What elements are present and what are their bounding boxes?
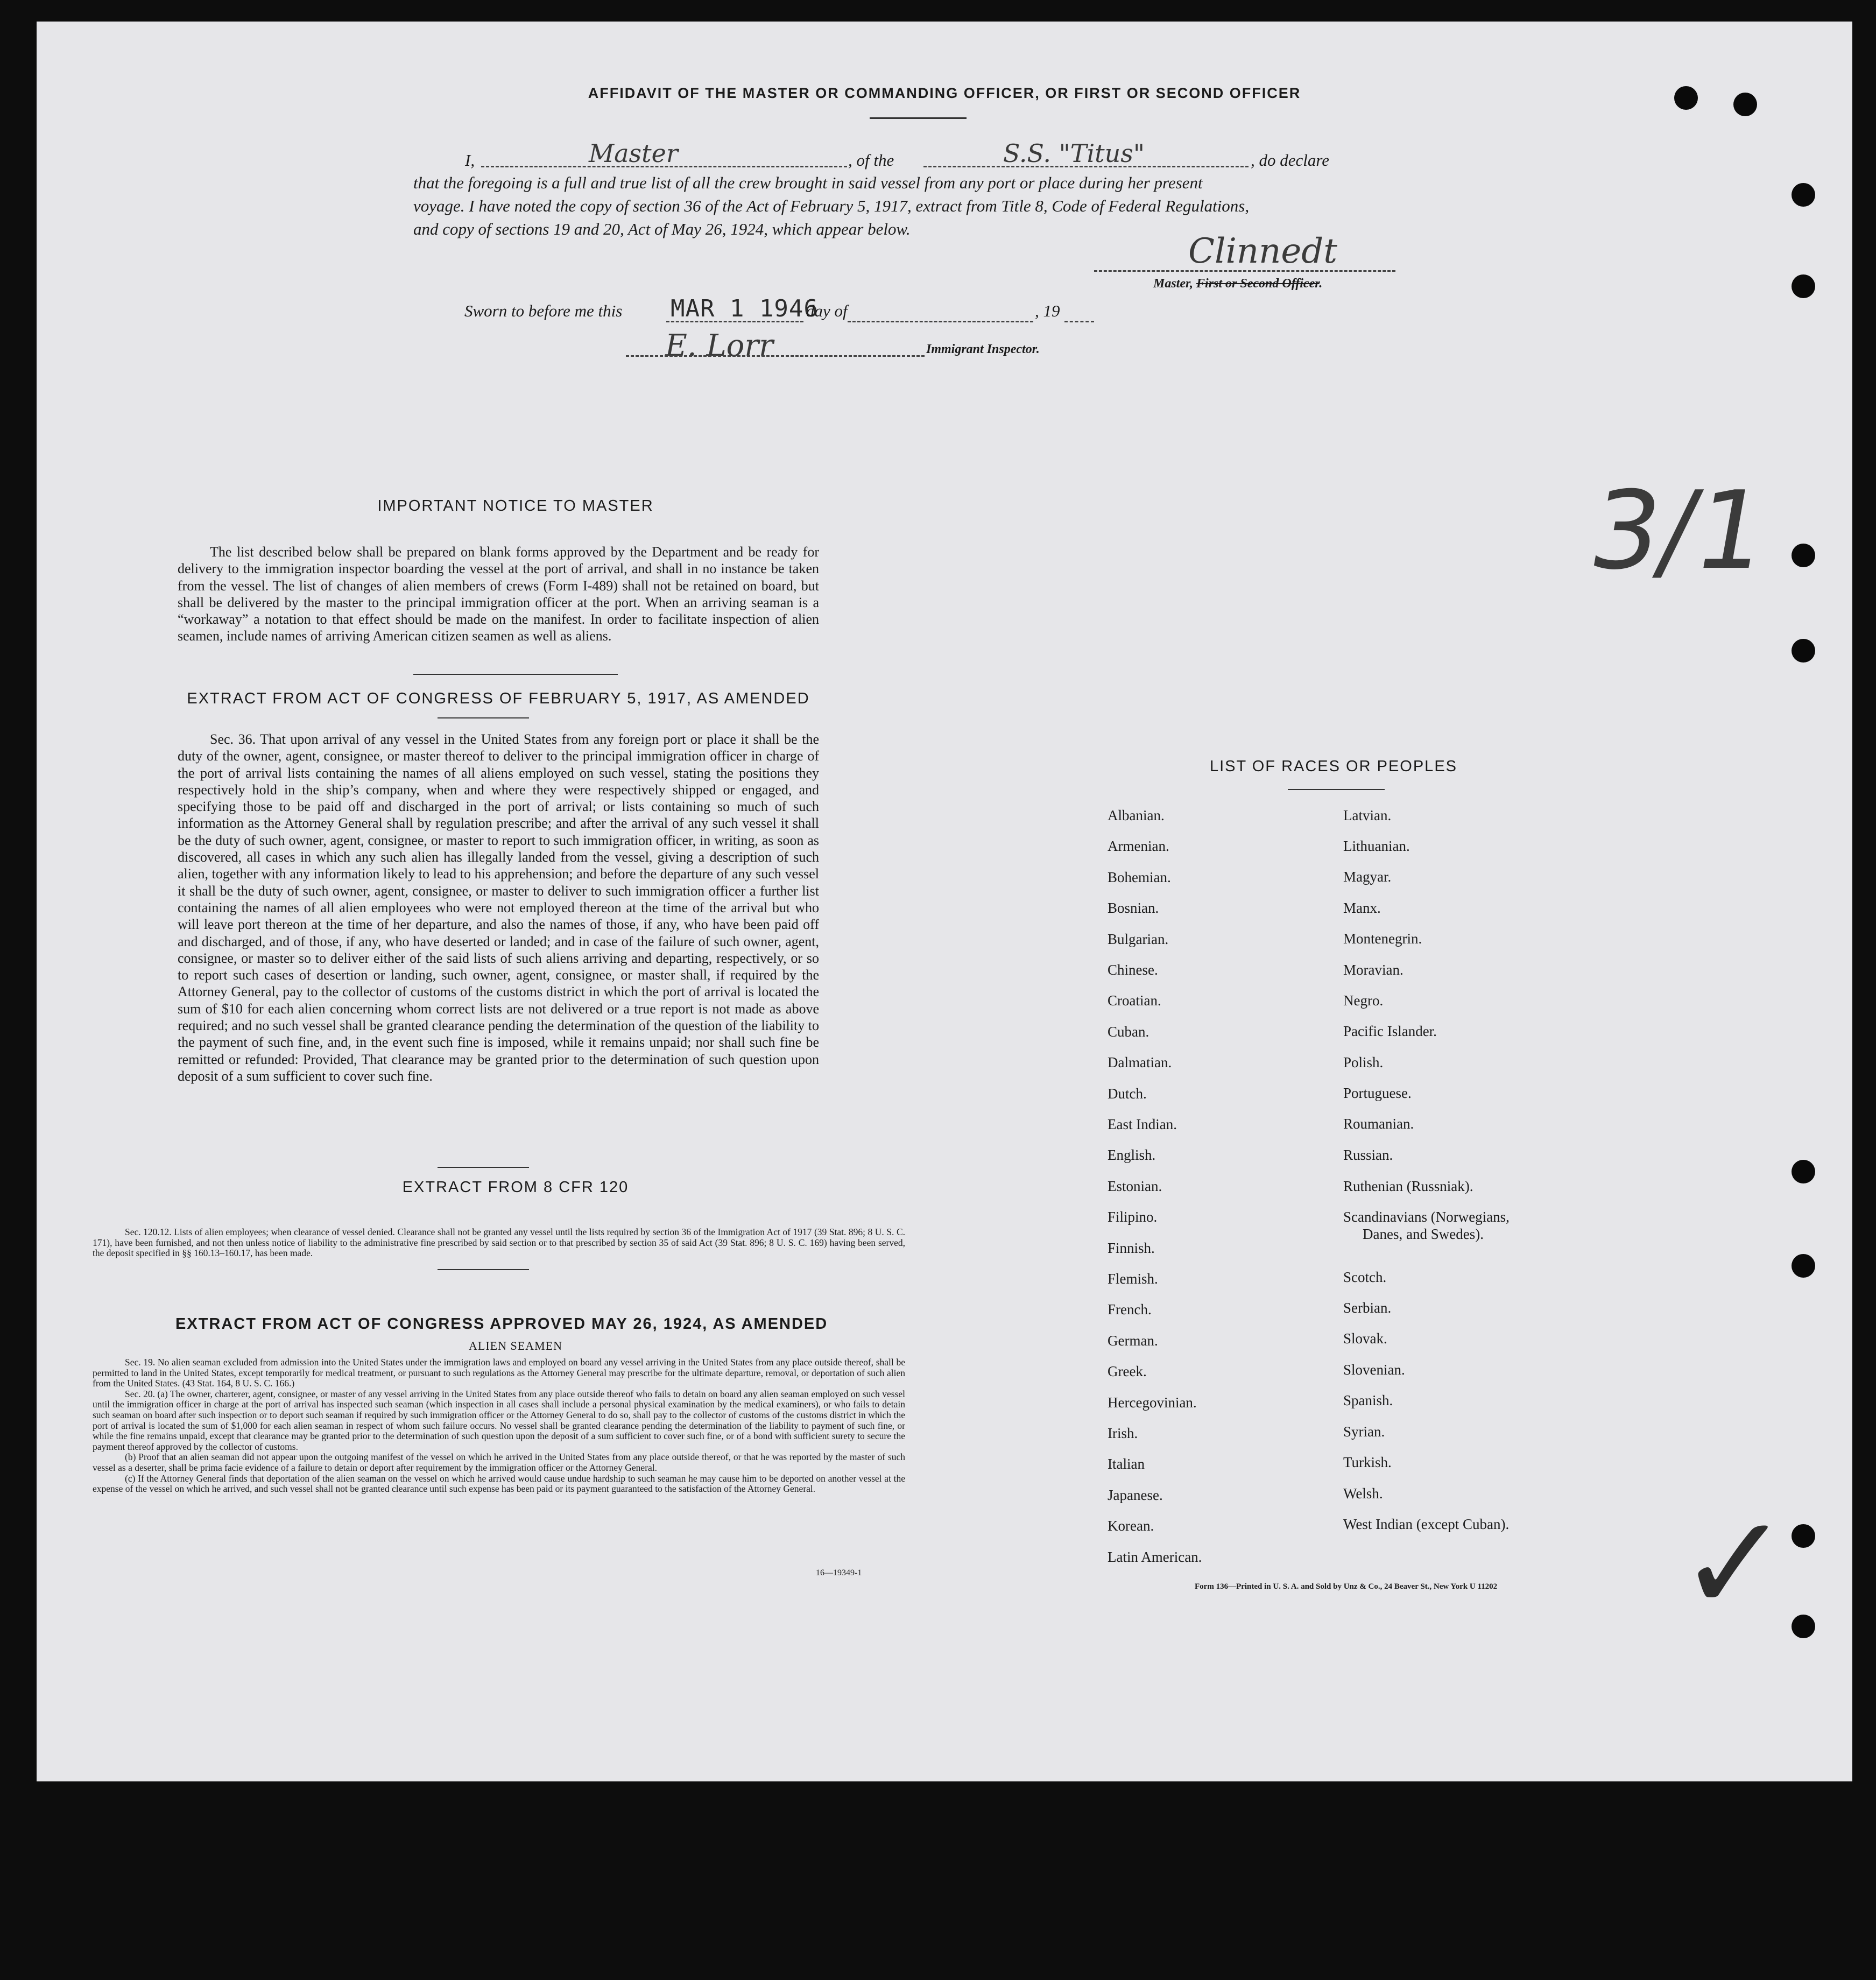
race-item: Scandinavians (Norwegians, (1343, 1209, 1510, 1225)
handwritten-note: 3/1 (1581, 468, 1776, 594)
race-item: Serbian. (1343, 1300, 1392, 1316)
race-item: Irish. (1108, 1425, 1138, 1441)
punch-hole (1792, 1615, 1815, 1638)
master-signature: Clinnedt (1188, 231, 1337, 271)
race-item: Flemish. (1108, 1271, 1158, 1287)
affidavit-line-2: that the foregoing is a full and true list of all the crew brought in said vessel from any port or place during her present (413, 173, 1203, 192)
sworn-line (464, 296, 1164, 328)
punch-hole (1792, 274, 1815, 298)
race-item: Manx. (1343, 900, 1381, 916)
race-item: Croatian. (1108, 992, 1161, 1009)
master-caption-struck: First or Second Officer (1196, 277, 1320, 291)
race-item: Moravian. (1343, 962, 1404, 978)
punch-hole (1792, 1254, 1815, 1278)
race-item: Filipino. (1108, 1209, 1158, 1225)
extract-8cfr-body: Sec. 120.12. Lists of alien employees; when clearance of vessel denied. Clearance shall not be granted any vessel until the lists required by section 36 of the Immigration Act of 1917 (39 Stat. 896; 8 U. S. C. 171), have been furnished, and not then unless notice of liability to the administrative fine prescribed by said section or to that prescribed by section 35 of said Act (39 Stat. 896; 8 U. S. C. 169) having been served, the deposit specified in §§ 160.13–160.17, has been made. (93, 1227, 905, 1259)
race-item: Hercegovinian. (1108, 1394, 1197, 1411)
race-item: French. (1108, 1301, 1152, 1318)
race-item: Welsh. (1343, 1485, 1383, 1502)
races-right-column (1343, 22, 1612, 1636)
extract-1924-subtitle: ALIEN SEAMEN (469, 1339, 562, 1352)
race-item: Bulgarian. (1108, 931, 1169, 947)
race-item: Spanish. (1343, 1392, 1393, 1408)
race-item: Montenegrin. (1343, 931, 1422, 947)
i-label: I, (465, 151, 475, 170)
race-item: Syrian. (1343, 1424, 1385, 1440)
punch-hole (1792, 639, 1815, 663)
race-item: Dalmatian. (1108, 1054, 1172, 1071)
year-label: , 19 (1035, 301, 1060, 320)
footer-form-line: Form 136—Printed in U. S. A. and Sold by Unz & Co., 24 Beaver St., New York U 11202 (1195, 1582, 1498, 1591)
race-item: Greek. (1108, 1363, 1147, 1380)
extract-1917-title: EXTRACT FROM ACT OF CONGRESS OF FEBRUARY 5, 1917, AS AMENDED (187, 690, 810, 707)
race-item: Bohemian. (1108, 869, 1171, 885)
punch-hole (1792, 1524, 1815, 1548)
divider (438, 1269, 529, 1270)
sworn-stamp: MAR 1 1946 (671, 295, 819, 322)
year-line (1064, 297, 1094, 322)
extract-1924-body: Sec. 19. No alien seaman excluded from admission into the United States under the immigration laws and employed on board any vessel arriving in the United States from any place outside thereof, shall be permitted to land in the United States, except temporarily for medical treatment, or pursuant to such regulations as the Attorney General may prescribe for the ultimate departure, removal, or deportation of such alien from the United States. (43 Stat. 164, 8 U. S. C. 166.) Sec. 20. (a) The owner, charterer, agent, consignee, or master of any vessel arriving in the United States from any place outside thereof who fails to detain on board any alien seaman employed on such vessel until the immigration officer in charge at the port of arrival has inspected such seaman (which inspection in all cases shall include a personal physical examination by the medical examiners), or who fails to detain such seaman on board after such inspection or to deport such seaman if required by such immigration officer or the Attorney General to do so, shall pay to the collector of customs of the customs district in which the port of arrival is located the sum of $1,000 for each alien seaman in respect of whom such failure occurs. No vessel shall be granted clearance pending the determination of the liability to payment of such fine, or while the fine remains unpaid, except that clearance may be granted prior to the determination of such question upon the deposit of a sum sufficient to cover such fine, or of a bond with sufficient surety to secure the payment thereof approved by the collector of customs. (b) Proof that an alien seaman did not appear upon the outgoing manifest of the vessel on which he arrived in the United States from any place outside thereof, or that he was reported by the master of such vessel as a deserter, shall be prima facie evidence of a failure to detain or deport after requirement by the immigration officer or the Attorney General. (c) If the Attorney General finds that deportation of the alien seaman on the vessel on which he arrived would cause undue hardship to such seaman he may cause him to be deported on another vessel at the expense of the vessel on which he arrived, and such vessel shall not be granted clearance until such expense has been paid or its payment guaranteed to the satisfaction of the Attorney General. (93, 1357, 905, 1495)
notice-body: The list described below shall be prepared on blank forms approved by the Department and be ready for delivery to the immigration inspector boarding the vessel at the port of arrival, and shall in no instance be taken from the vessel. The list of changes of alien members of crews (Form I-489) shall not be retained on board, but shall be delivered by the master to the principal immigration officer at the port. When an arriving seaman is a “workaway” a notation to that effect should be made on the manifest. In order to facilitate inspection of alien seamen, include names of arriving American citizen seamen as well as aliens. (178, 544, 819, 644)
race-item: Magyar. (1343, 869, 1392, 885)
form-number: 16—19349-1 (816, 1568, 862, 1577)
race-item: English. (1108, 1147, 1156, 1164)
inspector-signature-line (626, 354, 925, 357)
race-item: Armenian. (1108, 838, 1169, 855)
race-item: German. (1108, 1332, 1158, 1349)
race-item: Estonian. (1108, 1178, 1162, 1194)
race-item: Albanian. (1108, 807, 1165, 823)
race-item: East Indian. (1108, 1116, 1177, 1132)
race-item: Slovenian. (1343, 1362, 1405, 1378)
races-left-column (1108, 22, 1323, 1636)
inspector-caption: Immigrant Inspector. (926, 342, 1040, 356)
race-item: Negro. (1343, 992, 1384, 1009)
race-item: Roumanian. (1343, 1116, 1414, 1132)
check-mark: ✓ (1678, 1485, 1791, 1642)
race-item: Danes, and Swedes). (1363, 1226, 1484, 1242)
race-item: Cuban. (1108, 1023, 1149, 1040)
extract-8cfr-title: EXTRACT FROM 8 CFR 120 (402, 1179, 629, 1196)
master-caption-prefix: Master, (1153, 277, 1197, 291)
race-item: West Indian (except Cuban). (1343, 1516, 1510, 1532)
race-item: Korean. (1108, 1518, 1154, 1534)
vessel-value: S.S. "Titus" (1003, 139, 1145, 168)
day-of-line (848, 297, 1033, 322)
master-caption: Master, First or Second Officer. (1153, 277, 1323, 291)
race-item: Lithuanian. (1343, 838, 1410, 854)
do-declare-label: , do declare (1251, 151, 1330, 170)
affidavit-line-3: voyage. I have noted the copy of section 36 of the Act of February 5, 1917, extract from Title 8, Code of Federal Regulations, (413, 196, 1250, 215)
race-item: Russian. (1343, 1147, 1393, 1163)
race-item: Dutch. (1108, 1085, 1147, 1102)
race-item: Latin American. (1108, 1548, 1202, 1565)
affidavit-title: AFFIDAVIT OF THE MASTER OR COMMANDING OFFICER, OR FIRST OR SECOND OFFICER (588, 85, 1301, 101)
punch-hole (1792, 1160, 1815, 1183)
affidavit-line-4: and copy of sections 19 and 20, Act of May 26, 1924, which appear below. (413, 220, 911, 238)
race-item: Portuguese. (1343, 1085, 1412, 1101)
notice-title: IMPORTANT NOTICE TO MASTER (377, 497, 654, 515)
extract-1924-title: EXTRACT FROM ACT OF CONGRESS APPROVED MAY 26, 1924, AS AMENDED (175, 1315, 828, 1333)
race-item: Japanese. (1108, 1486, 1163, 1503)
of-the-label: , of the (848, 151, 894, 170)
race-item: Italian (1108, 1456, 1145, 1472)
inspector-signature: E. Lorr (665, 328, 773, 363)
divider (438, 1167, 529, 1168)
race-item: Latvian. (1343, 807, 1392, 823)
document-page (37, 22, 1852, 1781)
race-item: Finnish. (1108, 1239, 1155, 1256)
divider (438, 717, 529, 718)
race-item: Slovak. (1343, 1330, 1387, 1347)
race-item: Chinese. (1108, 962, 1158, 978)
race-item: Polish. (1343, 1054, 1384, 1070)
extract-1917-body: Sec. 36. That upon arrival of any vessel in the United States from any foreign port or place it shall be the duty of the owner, agent, consignee, or master thereof to deliver to the principal immigration officer in charge of the port of arrival lists containing the names of all aliens employed on such vessel, stating the positions they respectively hold in the ship’s company, when and where they were respectively shipped or engaged, and specifying those to be paid off and discharged in the port of arrival; or lists containing so much of such information as the Attorney General shall by regulation prescribe; and after the arrival of any such vessel it shall be the duty of such owner, agent, consignee, or master to report to such immigration officer, in writing, as soon as discovered, all cases in which any such alien has illegally landed from the vessel, giving a description of such alien, together with any information likely to lead to his apprehension; and before the departure of any such vessel it shall be the duty of such owner, agent, consignee, or master to deliver to such immigration officer a further list containing the names of all alien employees who were not employed thereon at the time of the arrival but who will leave port thereon at the time of her departure, and also the names of those, if any, who have been paid off and discharged, and of those, if any, who have deserted or landed; and in case of the failure of such owner, agent, consignee, or master so to deliver either of the said lists of such aliens arriving and departing, respectively, or so to report such cases of desertion or landing, such owner, agent, consignee, or master shall, if required by the Attorney General, pay to the collector of customs of the customs district in which the port of arrival is located the sum of $10 for each alien concerning whom correct lists are not delivered or a true report is not made as above required; and no such vessel shall be granted clearance pending the determination of the question of the liability to the payment of such fine, and, in the event such fine is imposed, while it remains unpaid; nor shall such fine be remitted or refunded: Provided, That clearance may be granted prior to the determination of such question upon deposit of a sum sufficient to cover such fine. (178, 731, 819, 1084)
races-title: LIST OF RACES OR PEOPLES (1209, 758, 1458, 775)
race-item: Bosnian. (1108, 900, 1159, 917)
i-value: Master (589, 139, 678, 168)
title-rule (870, 117, 967, 119)
race-item: Ruthenian (Russniak). (1343, 1178, 1473, 1194)
race-item: Pacific Islander. (1343, 1023, 1437, 1039)
divider (413, 674, 618, 675)
race-item: Scotch. (1343, 1269, 1387, 1285)
sworn-label: Sworn to before me this (464, 301, 623, 320)
punch-hole (1792, 544, 1815, 567)
race-item: Turkish. (1343, 1454, 1392, 1470)
day-of-label: day of (806, 301, 848, 320)
punch-hole (1792, 183, 1815, 207)
